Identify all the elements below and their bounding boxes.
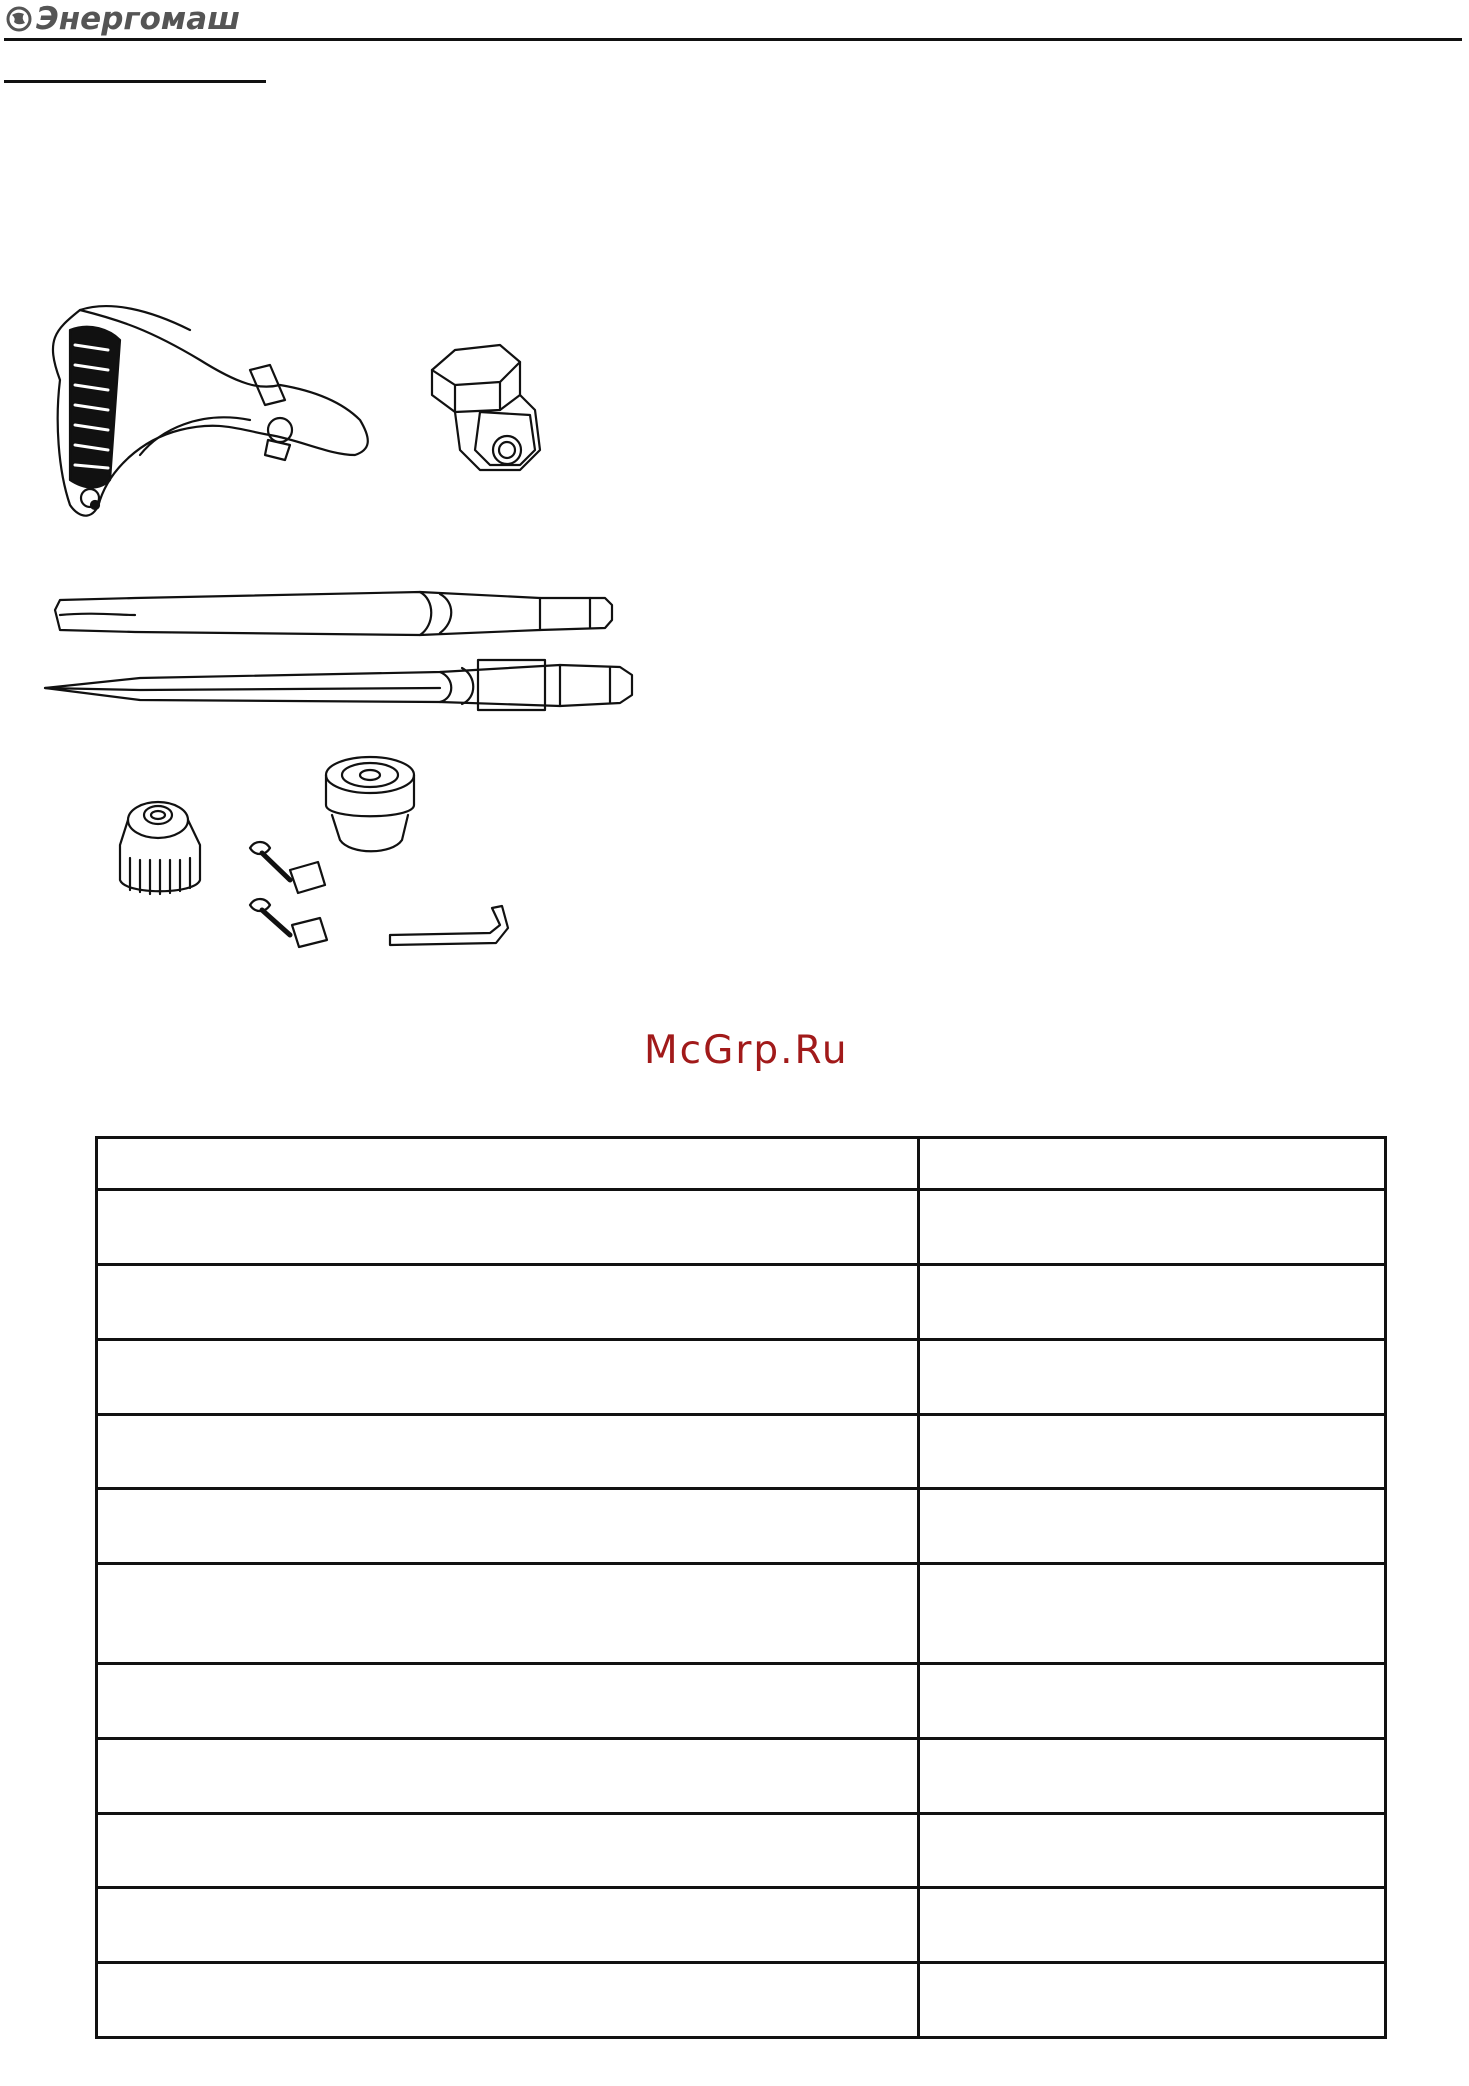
table-row [97, 1739, 1386, 1814]
table-cell-value [919, 1664, 1386, 1739]
table-cell-value [919, 1888, 1386, 1963]
brand-name: Энергомаш [36, 1, 241, 37]
carbon-brushes-icon [250, 842, 327, 947]
flat-chisel-icon [55, 592, 612, 635]
table-cell-value [919, 1739, 1386, 1814]
table-cell-name [97, 1415, 919, 1489]
table-cell-name [97, 1489, 919, 1564]
cap-nut-icon [120, 802, 200, 894]
handle-icon [53, 306, 368, 516]
watermark: McGrp.Ru [644, 1028, 849, 1073]
table-cell-value [919, 1564, 1386, 1664]
sleeve-icon [326, 757, 414, 851]
hex-adapter-icon [432, 345, 540, 470]
table-cell-name [97, 1888, 919, 1963]
table-cell-name [97, 1664, 919, 1739]
table-cell-value [919, 1814, 1386, 1888]
table-cell-value [919, 1963, 1386, 2038]
table-row [97, 1489, 1386, 1564]
table-cell-value [919, 1489, 1386, 1564]
accessories-figure [0, 0, 1469, 1000]
pointed-chisel-icon [45, 660, 632, 710]
table-row [97, 1664, 1386, 1739]
spec-table [95, 1136, 1387, 2039]
table-row [97, 1340, 1386, 1415]
table-row [97, 1888, 1386, 1963]
table-cell-name [97, 1265, 919, 1340]
table-cell-value [919, 1415, 1386, 1489]
table-cell-name [97, 1963, 919, 2038]
table-row [97, 1415, 1386, 1489]
table-row [97, 1564, 1386, 1664]
table-cell-value [919, 1340, 1386, 1415]
hex-key-icon [390, 906, 508, 945]
table-row [97, 1190, 1386, 1265]
table-cell-value [919, 1190, 1386, 1265]
table-cell-name [97, 1138, 919, 1190]
table-row [97, 1963, 1386, 2038]
table-cell-name [97, 1564, 919, 1664]
table-row [97, 1138, 1386, 1190]
table-row [97, 1265, 1386, 1340]
table-cell-name [97, 1190, 919, 1265]
table-cell-name [97, 1814, 919, 1888]
table-cell-value [919, 1138, 1386, 1190]
table-cell-name [97, 1739, 919, 1814]
table-cell-name [97, 1340, 919, 1415]
table-cell-value [919, 1265, 1386, 1340]
table-row [97, 1814, 1386, 1888]
